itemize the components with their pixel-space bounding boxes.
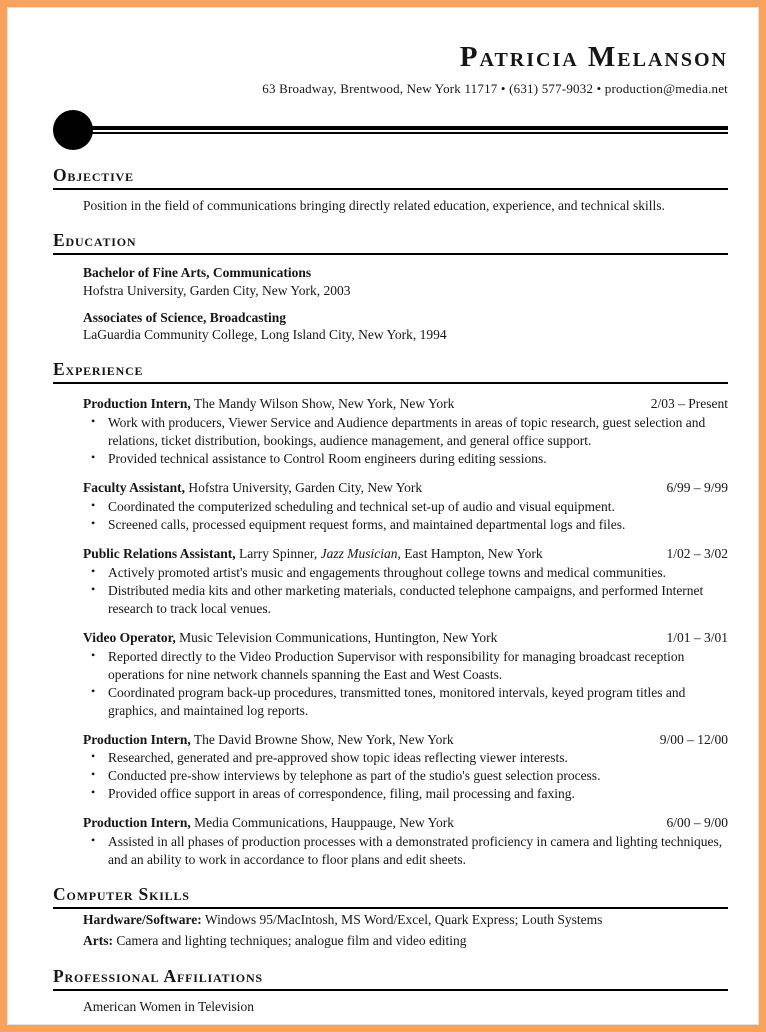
- objective-text: Position in the field of communications bringing directly related education, experience, and technical skills.: [83, 197, 665, 213]
- school: Hofstra University, Garden City, New York, 2003: [83, 282, 351, 298]
- section-objective: [53, 165, 728, 215]
- job-title-line: [83, 395, 651, 413]
- resume-page: [7, 7, 759, 1025]
- skill-label: Hardware/Software:: [83, 912, 202, 928]
- section-professional-affiliations: [53, 966, 728, 1016]
- affiliation-text: American Women in Television: [83, 998, 255, 1014]
- job-entry: [83, 814, 728, 869]
- school: LaGuardia Community College, Long Island City, New York, 1994: [83, 327, 447, 343]
- job-title: Public Relations Assistant,: [83, 545, 236, 561]
- job-company: The David Browne Show, New York, New York: [190, 731, 454, 747]
- job-entry: [83, 479, 728, 534]
- bullet-item: • Actively promoted artist's music and engagements throughout college towns and medical communities.: [83, 564, 728, 582]
- job-entry: [83, 629, 728, 720]
- job-entry: [83, 395, 728, 468]
- job-title: Faculty Assistant,: [83, 480, 186, 496]
- skill-text: Camera and lighting techniques; analogue film and video editing: [113, 932, 467, 948]
- skill-line: [83, 911, 728, 930]
- job-title-line: [83, 814, 666, 832]
- skill-label: Arts:: [83, 932, 113, 948]
- degree: Associates of Science, Broadcasting: [83, 309, 286, 325]
- job-dates: 6/00 – 9/00: [666, 815, 728, 831]
- resume-name: Patricia Melanson: [459, 41, 728, 73]
- job-entry: [83, 731, 728, 804]
- bullet-item: • Provided technical assistance to Control Room engineers during editing sessions.: [83, 450, 728, 468]
- job-dates: 1/02 – 3/02: [666, 545, 728, 561]
- bullet-item: • Coordinated the computerized scheduling and technical set-up of audio and visual equipment.: [83, 498, 728, 516]
- job-company: Music Television Communications, Huntington, New York: [175, 629, 498, 645]
- job-title-line: [83, 479, 666, 497]
- professional-affiliations-heading: Professional Affiliations: [53, 966, 728, 991]
- horizontal-rule: [87, 126, 728, 134]
- bullet-item: • Assisted in all phases of production processes with a demonstrated proficiency in camera and lighting techniques, and an ability to work in accordance to floor plans and edit sheets.: [83, 833, 728, 869]
- circle-ornament: [53, 110, 93, 150]
- education-heading: Education: [53, 230, 728, 255]
- job-company: The Mandy Wilson Show, New York, New York: [190, 396, 455, 412]
- job-company-italic: Jazz Musician: [320, 545, 398, 561]
- job-title: Production Intern,: [83, 731, 191, 747]
- objective-heading: Objective: [53, 165, 728, 190]
- education-entry: [83, 264, 728, 300]
- computer-skills-heading: Computer Skills: [53, 884, 728, 909]
- job-entry: [83, 545, 728, 618]
- job-company: Larry Spinner,: [235, 545, 321, 561]
- job-title-line: [83, 629, 666, 647]
- job-company: Media Communications, Hauppauge, New York: [190, 815, 454, 831]
- section-experience: [53, 359, 728, 869]
- job-title: Production Intern,: [83, 815, 191, 831]
- job-title-line: Public Relations Assistant, Larry Spinner, Jazz Musician, East Hampton, New York: [83, 545, 543, 561]
- contact-line: 63 Broadway, Brentwood, New York 11717 • (631) 577-9032 • production@media.net: [262, 80, 728, 96]
- job-dates: 6/99 – 9/99: [666, 480, 728, 496]
- bullet-item: • Provided office support in areas of correspondence, filing, mail processing and faxing.: [83, 785, 728, 803]
- job-company: Hofstra University, Garden City, New York: [185, 480, 423, 496]
- education-entry: [83, 309, 728, 345]
- job-title-line: [83, 731, 660, 749]
- decorative-divider: [53, 110, 728, 150]
- degree: Bachelor of Fine Arts, Communications: [83, 264, 312, 280]
- skill-line: [83, 932, 728, 951]
- bullet-item: • Distributed media kits and other marketing materials, conducted telephone campaigns, and performed Internet research to track local venues.: [83, 582, 728, 618]
- job-dates: 2/03 – Present: [650, 396, 728, 412]
- job-dates: 1/01 – 3/01: [666, 629, 728, 645]
- job-dates: 9/00 – 12/00: [659, 731, 728, 747]
- job-title: Video Operator,: [83, 629, 176, 645]
- bullet-item: • Researched, generated and pre-approved show topic ideas reflecting viewer interests.: [83, 749, 728, 767]
- bullet-item: • Reported directly to the Video Production Supervisor with responsibility for managing broadcast reception operations for nine network channels spanning the East and West Coasts.: [83, 648, 728, 684]
- experience-heading: Experience: [53, 359, 728, 384]
- job-title: Production Intern,: [83, 396, 191, 412]
- bullet-item: • Conducted pre-show interviews by telephone as part of the studio's guest selection process.: [83, 767, 728, 785]
- bullet-item: • Coordinated program back-up procedures, transmitted tones, monitored intervals, keyed program titles and graphics, and maintained log reports.: [83, 684, 728, 720]
- bullet-item: • Work with producers, Viewer Service and Audience departments in areas of topic research, guest selection and relations, ticket distribution, bookings, audience management, and general office support.: [83, 414, 728, 450]
- section-education: [53, 230, 728, 345]
- section-computer-skills: [53, 884, 728, 951]
- bullet-item: • Screened calls, processed equipment request forms, and maintained departmental logs and files.: [83, 516, 728, 534]
- skill-text: Windows 95/MacIntosh, MS Word/Excel, Quark Express; Louth Systems: [201, 912, 603, 928]
